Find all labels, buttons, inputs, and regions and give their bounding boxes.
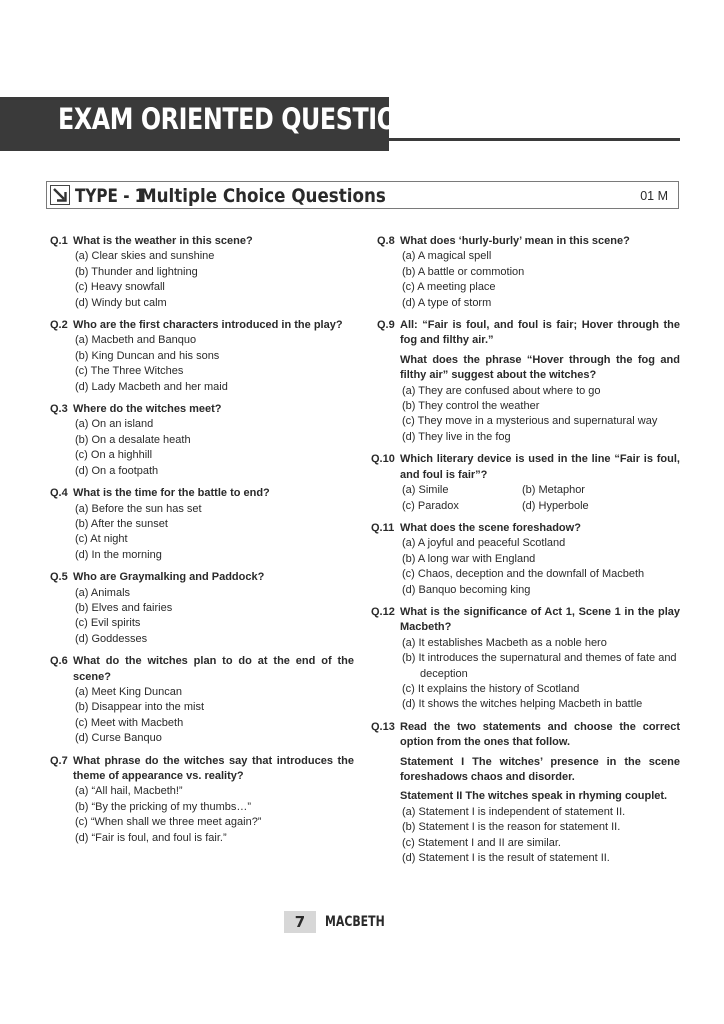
question-number: Q.11 <box>371 521 395 534</box>
option: (d) Statement I is the result of statement II. <box>402 852 610 865</box>
option: (c) At night <box>75 533 128 546</box>
option: (b) Thunder and lightning <box>75 265 198 278</box>
option: (a) Clear skies and sunshine <box>75 250 215 263</box>
question-2 <box>50 318 354 395</box>
option: (c) Heavy snowfall <box>75 281 165 294</box>
option: (b) Metaphor <box>522 484 585 497</box>
book-title: MACBETH <box>325 914 385 930</box>
question-number: Q.9 <box>377 319 395 332</box>
question-number: Q.7 <box>50 754 68 767</box>
option: (c) Statement I and II are similar. <box>402 836 561 849</box>
question-text: Which literary device is used in the line “Fair is foul, and foul is fair”? <box>400 453 680 481</box>
question-text: Read the two statements and choose the correct option from the ones that follow. <box>400 720 680 749</box>
question-number: Q.5 <box>50 571 68 584</box>
option: (a) On an island <box>75 418 154 431</box>
question-number: Q.13 <box>371 720 395 733</box>
option: (a) It establishes Macbeth as a noble hero <box>402 636 607 649</box>
option: (d) Banquo becoming king <box>402 583 531 596</box>
question-text: What is the significance of Act 1, Scene 1 in the play Macbeth? <box>400 605 680 634</box>
option: (b) King Duncan and his sons <box>75 349 220 362</box>
question-5 <box>50 570 354 647</box>
left-column <box>50 234 354 853</box>
option: (d) It shows the witches helping Macbeth in battle <box>402 698 643 711</box>
section-title: Multiple Choice Questions <box>140 185 386 207</box>
option: (a) A magical spell <box>402 250 492 263</box>
question-10 <box>371 452 680 514</box>
question-6 <box>50 654 354 746</box>
option: (c) It explains the history of Scotland <box>402 682 580 695</box>
statement-1: Statement I The witches’ presence in the scene foreshadows chaos and disorder. <box>400 755 680 783</box>
title-rule <box>389 138 680 141</box>
option: (a) They are confused about where to go <box>402 384 601 397</box>
page-title: EXAM ORIENTED QUESTIONS <box>58 102 433 136</box>
option: (a) Meet King Duncan <box>75 685 182 698</box>
question-subtext: What does the phrase “Hover through the fog and filthy air” suggest about the witches? <box>400 353 680 382</box>
option: (c) “When shall we three meet again?” <box>75 816 262 829</box>
option: (b) Statement I is the reason for statement II. <box>402 821 621 834</box>
option: (d) In the morning <box>75 548 162 561</box>
question-7 <box>50 754 354 846</box>
question-13 <box>371 720 680 867</box>
question-text: Who are Graymalking and Paddock? <box>73 571 265 584</box>
question-number: Q.12 <box>371 605 395 618</box>
question-number: Q.1 <box>50 235 68 247</box>
option: (c) The Three Witches <box>75 365 184 378</box>
marks-label: 01 M <box>640 189 668 203</box>
option: (b) “By the pricking of my thumbs…” <box>75 800 252 813</box>
question-text: All: “Fair is foul, and foul is fair; Hover through the fog and filthy air.” <box>400 319 680 347</box>
option: (c) Chaos, deception and the downfall of Macbeth <box>402 568 645 581</box>
question-number: Q.4 <box>50 487 68 500</box>
option: (a) Statement I is independent of statement II. <box>402 805 626 818</box>
section-header <box>46 181 679 209</box>
question-number: Q.8 <box>377 235 395 247</box>
option: (b) On a desalate heath <box>75 433 191 446</box>
question-text: What does ‘hurly-burly’ mean in this scene? <box>400 235 630 247</box>
option: (c) They move in a mysterious and supernatural way <box>402 415 658 428</box>
question-11 <box>371 521 680 598</box>
question-text: What is the weather in this scene? <box>73 235 253 247</box>
option: (a) Simile <box>402 484 449 497</box>
question-8 <box>371 234 680 311</box>
option: (a) Macbeth and Banquo <box>75 334 197 347</box>
option: (d) They live in the fog <box>402 430 511 443</box>
option: (b) A long war with England <box>402 552 536 565</box>
option: (d) Hyperbole <box>522 499 589 512</box>
option: (d) A type of storm <box>402 296 492 309</box>
question-number: Q.10 <box>371 453 395 466</box>
option: (c) Evil spirits <box>75 617 141 630</box>
option: (d) Windy but calm <box>75 296 167 309</box>
arrow-down-right-icon <box>50 185 70 205</box>
question-text: What is the time for the battle to end? <box>73 487 270 500</box>
option: (a) Before the sun has set <box>75 502 202 515</box>
option: (b) It introduces the supernatural and themes of fate and deception <box>402 652 677 680</box>
option: (d) Lady Macbeth and her maid <box>75 380 228 393</box>
option: (b) A battle or commotion <box>402 265 525 278</box>
option: (d) On a footpath <box>75 464 159 477</box>
question-3 <box>50 402 354 479</box>
option: (d) “Fair is foul, and foul is fair.” <box>75 831 227 844</box>
question-text: Who are the first characters introduced in the play? <box>73 319 343 332</box>
question-text: What phrase do the witches say that introduces the theme of appearance vs. reality? <box>73 754 354 782</box>
option: (d) Curse Banquo <box>75 732 162 745</box>
statement-2: Statement II The witches speak in rhyming couplet. <box>400 790 668 803</box>
option: (c) A meeting place <box>402 281 496 294</box>
type-label: TYPE - 1 <box>75 185 146 207</box>
question-text: What does the scene foreshadow? <box>400 521 581 534</box>
option: (b) Elves and fairies <box>75 601 173 614</box>
page-number: 7 <box>284 911 316 933</box>
option: (a) “All hail, Macbeth!” <box>75 785 183 798</box>
option: (b) They control the weather <box>402 400 540 413</box>
right-column <box>371 234 680 873</box>
question-1 <box>50 234 354 311</box>
option: (b) Disappear into the mist <box>75 701 204 714</box>
question-4 <box>50 486 354 563</box>
option: (c) Paradox <box>402 499 459 512</box>
option: (d) Goddesses <box>75 632 148 645</box>
option: (c) Meet with Macbeth <box>75 716 184 729</box>
option: (a) Animals <box>75 586 131 599</box>
option: (b) After the sunset <box>75 517 168 530</box>
question-number: Q.2 <box>50 319 68 332</box>
question-9 <box>371 318 680 445</box>
question-12 <box>371 605 680 713</box>
question-text: Where do the witches meet? <box>73 403 222 416</box>
option: (a) A joyful and peaceful Scotland <box>402 537 566 550</box>
question-number: Q.6 <box>50 655 68 668</box>
option: (c) On a highhill <box>75 449 153 462</box>
question-number: Q.3 <box>50 403 68 416</box>
question-text: What do the witches plan to do at the end of the scene? <box>73 655 354 683</box>
